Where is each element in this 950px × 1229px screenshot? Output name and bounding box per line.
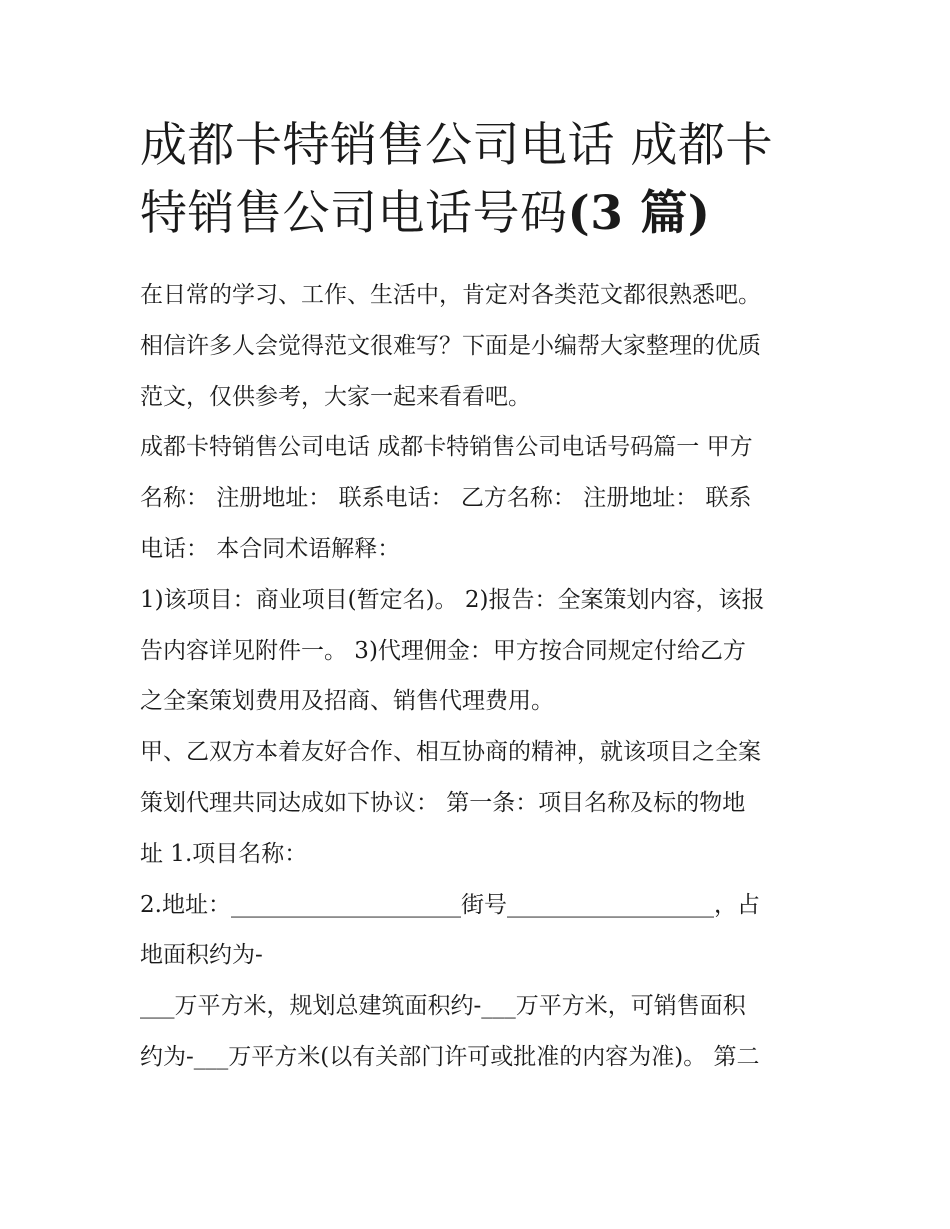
- text-line: 相信许多人会觉得范文很难写？下面是小编帮大家整理的优质: [140, 332, 761, 359]
- title-line: [140, 180, 820, 248]
- text-line: 电话： 本合同术语解释：: [140, 535, 401, 562]
- document-title: [140, 112, 820, 248]
- text-line: 名称： 注册地址： 联系电话： 乙方名称： 注册地址： 联系: [140, 485, 752, 512]
- paragraph-terms: [140, 575, 820, 727]
- document-page: [140, 112, 820, 1083]
- title-count: (3 篇): [567, 186, 711, 241]
- text-line: 范文，仅供参考，大家一起来看看吧。: [140, 383, 531, 410]
- text-line: 1)该项目：商业项目(暂定名)。 2)报告：全案策划内容，该报: [140, 586, 765, 613]
- paragraph-parties: [140, 422, 820, 574]
- text-line: 地面积约为-: [140, 942, 263, 969]
- text-line: 之全案策划费用及招商、销售代理费用。: [140, 688, 554, 715]
- document-body: [140, 270, 820, 1083]
- text-line: 约为-___万平方米(以有关部门许可或批准的内容为准)。 第二: [140, 1043, 760, 1070]
- text-line: 在日常的学习、工作、生活中，肯定对各类范文都很熟悉吧。: [140, 282, 761, 308]
- text-line: 策划代理共同达成如下协议： 第一条：项目名称及标的物地: [140, 789, 746, 816]
- title-line-text: 特销售公司电话号码: [140, 186, 568, 241]
- text-line: 成都卡特销售公司电话 成都卡特销售公司电话号码篇一 甲方: [140, 434, 753, 461]
- text-line: 2.地址：____________________街号__________________，占: [140, 891, 760, 918]
- text-line: 址 1.项目名称：: [140, 840, 308, 867]
- paragraph-area: [140, 981, 820, 1083]
- title-line: 成都卡特销售公司电话 成都卡: [140, 118, 773, 173]
- text-line: ___万平方米，规划总建筑面积约-___万平方米，可销售面积: [140, 993, 746, 1020]
- text-line: 甲、乙双方本着友好合作、相互协商的精神，就该项目之全案: [140, 739, 761, 766]
- paragraph-intro: [140, 270, 820, 422]
- paragraph-agreement: [140, 727, 820, 879]
- text-line: 告内容详见附件一。 3)代理佣金：甲方按合同规定付给乙方: [140, 637, 746, 664]
- paragraph-address: [140, 880, 820, 982]
